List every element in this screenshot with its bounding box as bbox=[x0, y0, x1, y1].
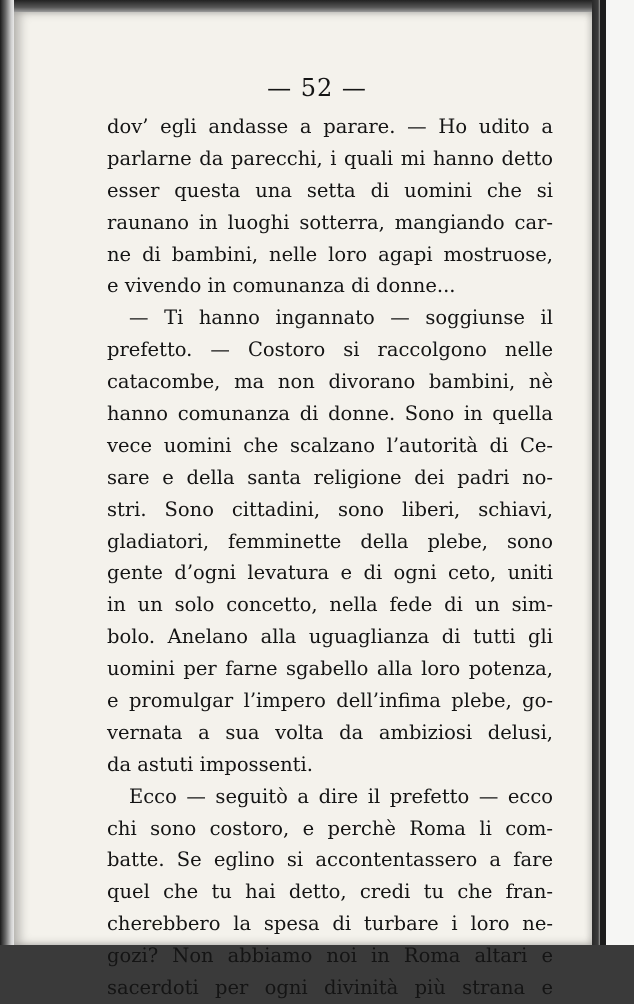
text-line: sare e della santa religione dei padri no- bbox=[107, 465, 553, 489]
text-line: catacombe, ma non divorano bambini, nè bbox=[107, 370, 553, 394]
binding-shadow bbox=[600, 0, 606, 945]
text-line: chi sono costoro, e perchè Roma li com- bbox=[107, 816, 553, 840]
text-line: sacerdoti per ogni divinità più strana e bbox=[107, 976, 553, 1000]
text-line: cherebbero la spesa di turbare i loro ne- bbox=[107, 912, 553, 936]
text-line: prefetto. — Costoro si raccolgono nelle bbox=[107, 338, 553, 362]
text-line: in un solo concetto, nella fede di un sim- bbox=[107, 593, 553, 617]
text-line: Ecco — seguitò a dire il prefetto — ecco bbox=[129, 784, 553, 808]
text-line: vernata a sua volta da ambiziosi delusi, bbox=[107, 720, 553, 744]
text-line: dov’ egli andasse a parare. — Ho udito a bbox=[107, 115, 553, 138]
text-line: vece uomini che scalzano l’autorità di Ce- bbox=[107, 433, 553, 457]
text-line: e promulgar l’impero dell’infima plebe, go- bbox=[107, 689, 553, 713]
text-line: quel che tu hai detto, credi tu che fran- bbox=[107, 880, 553, 904]
text-line: hanno comunanza di donne. Sono in quella bbox=[107, 402, 553, 426]
text-line: — Ti hanno ingannato — soggiunse il bbox=[129, 306, 553, 330]
left-page-edge bbox=[0, 0, 14, 945]
text-line: bolo. Anelano alla uguaglianza di tutti gli bbox=[107, 625, 553, 649]
text-line: ne di bambini, nelle loro agapi mostruose, bbox=[107, 242, 553, 266]
text-line: gozi? Non abbiamo noi in Roma altari e bbox=[107, 944, 553, 968]
text-line: da astuti impossenti. bbox=[107, 752, 313, 776]
text-line: uomini per farne sgabello alla loro potenza, bbox=[107, 657, 553, 681]
text-line: batte. Se eglino si accontentassero a fare bbox=[107, 848, 553, 872]
text-line: stri. Sono cittadini, sono liberi, schiavi, bbox=[107, 497, 553, 521]
text-line: raunano in luoghi sotterra, mangiando car- bbox=[107, 210, 553, 234]
body-text bbox=[107, 111, 553, 1004]
text-line: esser questa una setta di uomini che si bbox=[107, 178, 553, 202]
text-line: e vivendo in comunanza di donne... bbox=[107, 274, 456, 298]
text-line: gladiatori, femminette della plebe, sono bbox=[107, 529, 553, 553]
page-number: — 52 — bbox=[267, 74, 367, 102]
text-line: gente d’ogni levatura e di ogni ceto, uniti bbox=[107, 561, 553, 585]
top-page-edge bbox=[0, 0, 634, 12]
next-page-strip bbox=[592, 0, 634, 945]
text-line: parlarne da parecchi, i quali mi hanno detto bbox=[107, 146, 553, 170]
